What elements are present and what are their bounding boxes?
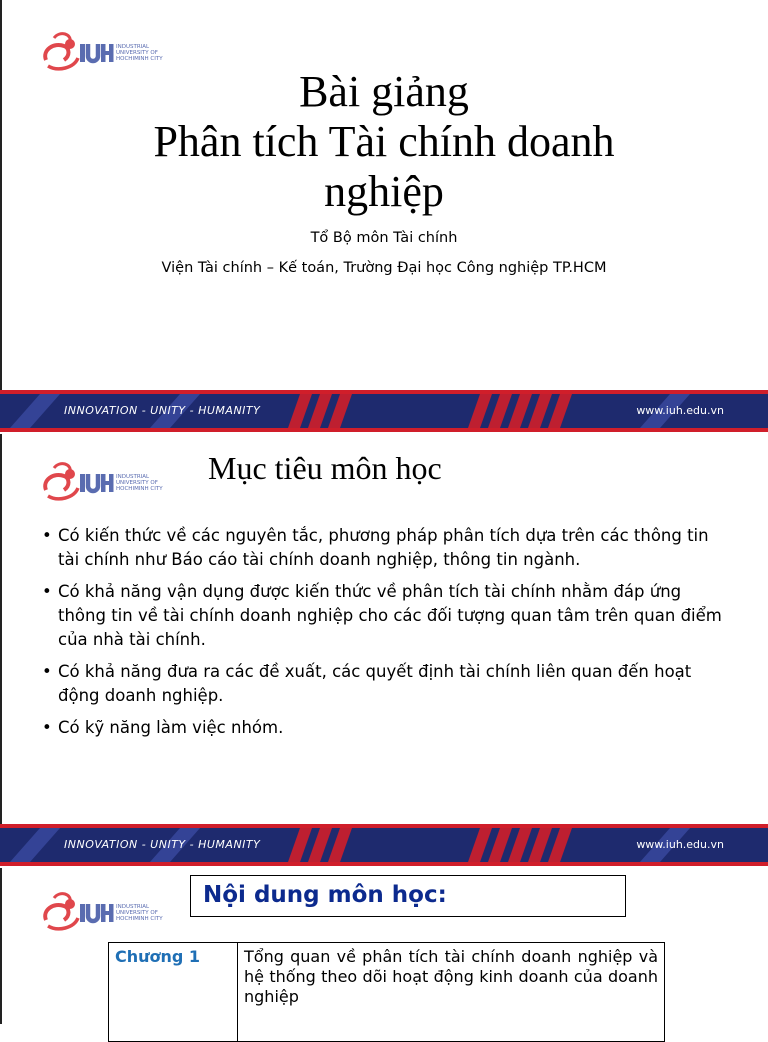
content-title: Nội dung môn học:: [203, 882, 447, 908]
footer-band: [0, 824, 768, 866]
objective-item: • Có kiến thức về các nguyên tắc, phương pháp phân tích dựa trên các thông tin tài chính như Báo cáo tài chính doanh nghiệp, thông tin ngành.: [42, 524, 732, 572]
logo-text-line: HOCHIMINH CITY: [116, 916, 163, 922]
objective-item: • Có khả năng đưa ra các đề xuất, các quyết định tài chính liên quan đến hoạt động doanh nghiệp.: [42, 660, 732, 708]
logo-text-line: INDUSTRIAL: [116, 904, 150, 910]
chapter-label: Chương 1: [109, 943, 238, 1042]
iuh-logo: [40, 460, 190, 504]
content-title-box: [190, 875, 626, 917]
logo-text-line: UNIVERSITY OF: [116, 50, 158, 56]
objectives-list: [42, 524, 732, 748]
lecture-title-line-2: Phân tích Tài chính doanh: [153, 117, 615, 166]
logo-text-line: INDUSTRIAL: [116, 474, 150, 480]
logo-text-line: HOCHIMINH CITY: [116, 56, 163, 62]
slide-border: [0, 434, 2, 864]
objectives-title: Mục tiêu môn học: [208, 450, 442, 486]
objective-item: • Có khả năng vận dụng được kiến thức về phân tích tài chính nhằm đáp ứng thông tin về tài chính doanh nghiệp cho các đối tượng quan tâm trên quan điểm của nhà tài chính.: [42, 580, 732, 652]
band-url[interactable]: www.iuh.edu.vn: [636, 838, 724, 851]
institute-name: Viện Tài chính – Kế toán, Trường Đại học Công nghiệp TP.HCM: [161, 260, 607, 276]
lecture-title-line-3: nghiệp: [324, 167, 444, 216]
logo-text-line: INDUSTRIAL: [116, 44, 150, 50]
department-name: Tổ Bộ môn Tài chính: [310, 230, 458, 246]
lecture-title-line-1: Bài giảng: [299, 67, 469, 116]
slide-title: [0, 0, 768, 432]
band-slogan: INNOVATION - UNITY - HUMANITY: [64, 404, 261, 417]
band-slogan: INNOVATION - UNITY - HUMANITY: [64, 838, 261, 851]
logo-text-line: HOCHIMINH CITY: [116, 486, 163, 492]
footer-band: [0, 390, 768, 432]
logo-text-line: UNIVERSITY OF: [116, 910, 158, 916]
band-url[interactable]: www.iuh.edu.vn: [636, 404, 724, 417]
slide-border: [0, 868, 2, 1024]
table-row: [109, 943, 665, 1042]
logo-text-line: UNIVERSITY OF: [116, 480, 158, 486]
iuh-logo: [40, 890, 190, 934]
chapter-description: Tổng quan về phân tích tài chính doanh nghiệp và hệ thống theo dõi hoạt động kinh doanh của doanh nghiệp: [238, 943, 665, 1042]
content-table: [108, 942, 665, 1042]
objective-item: • Có kỹ năng làm việc nhóm.: [42, 716, 732, 740]
